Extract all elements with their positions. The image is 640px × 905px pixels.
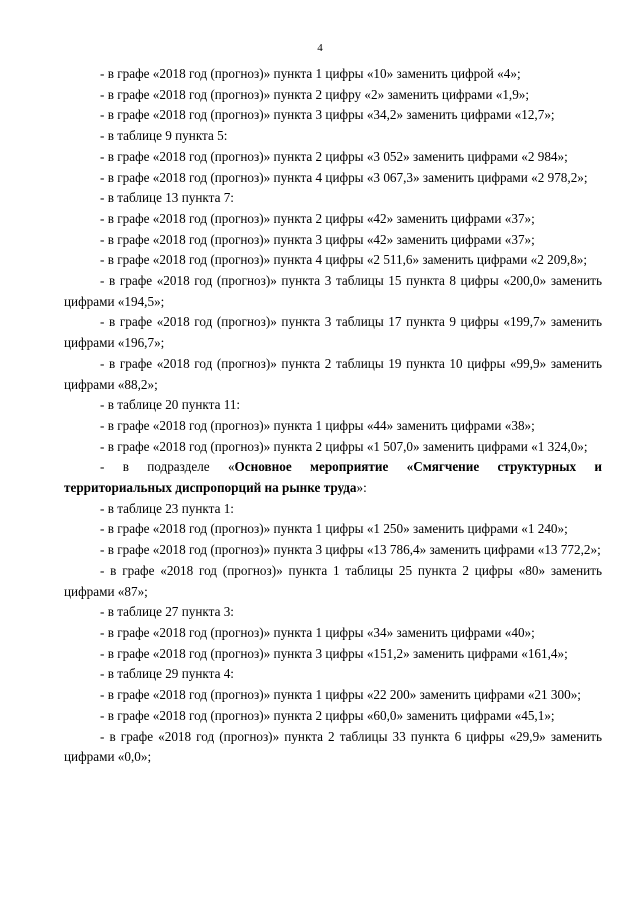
amendment-paragraph: - в графе «2018 год (прогноз)» пункта 2 цифры «60,0» заменить цифрами «45,1»; — [100, 707, 555, 723]
amendment-paragraph: - в графе «2018 год (прогноз)» пункта 4 цифры «3 067,3» заменить цифрами «2 978,2»; — [100, 169, 588, 185]
table-reference-paragraph: - в таблице 9 пункта 5: — [100, 128, 228, 144]
amendment-paragraph: - в графе «2018 год (прогноз)» пункта 1 цифры «10» заменить цифрой «4»; — [100, 66, 521, 81]
subsection-title: Основное мероприятие «Смягчение структурных и территориальных диспропорций на рынке труда — [64, 459, 603, 496]
amendment-paragraph: - в графе «2018 год (прогноз)» пункта 2 таблицы 19 пункта 10 цифры «99,9» заменить цифрами «88,2»; — [64, 355, 602, 392]
amendment-paragraph: - в графе «2018 год (прогноз)» пункта 1 цифры «1 250» заменить цифрами «1 240»; — [100, 521, 568, 537]
table-reference-paragraph: - в таблице 13 пункта 7: — [100, 190, 234, 206]
subsection-prefix: - в подразделе « — [100, 459, 235, 475]
amendment-paragraph: - в графе «2018 год (прогноз)» пункта 2 цифры «42» заменить цифрами «37»; — [100, 210, 535, 226]
amendment-paragraph: - в графе «2018 год (прогноз)» пункта 3 таблицы 17 пункта 9 цифры «199,7» заменить цифрами «196,7»; — [64, 314, 602, 351]
table-reference-paragraph: - в таблице 29 пункта 4: — [100, 666, 234, 682]
amendment-paragraph: - в графе «2018 год (прогноз)» пункта 1 цифры «44» заменить цифрами «38»; — [100, 417, 535, 433]
amendment-paragraph: - в графе «2018 год (прогноз)» пункта 3 цифры «13 786,4» заменить цифрами «13 772,2»; — [100, 542, 601, 558]
table-reference-paragraph: - в таблице 20 пункта 11: — [100, 397, 241, 413]
amendment-paragraph: - в графе «2018 год (прогноз)» пункта 1 таблицы 25 пункта 2 цифры «80» заменить цифрами «87»; — [64, 562, 602, 599]
amendment-paragraph: - в графе «2018 год (прогноз)» пункта 2 цифры «1 507,0» заменить цифрами «1 324,0»; — [100, 438, 588, 454]
amendment-paragraph: - в графе «2018 год (прогноз)» пункта 3 цифры «34,2» заменить цифрами «12,7»; — [100, 107, 555, 123]
amendment-paragraph: - в графе «2018 год (прогноз)» пункта 3 цифры «151,2» заменить цифрами «161,4»; — [100, 645, 568, 661]
subsection-suffix: »: — [356, 480, 367, 496]
document-body — [64, 64, 602, 768]
amendment-paragraph: - в графе «2018 год (прогноз)» пункта 2 цифры «3 052» заменить цифрами «2 984»; — [100, 148, 568, 164]
amendment-paragraph: - в графе «2018 год (прогноз)» пункта 3 таблицы 15 пункта 8 цифры «200,0» заменить цифрами «194,5»; — [64, 273, 602, 309]
table-reference-paragraph: - в таблице 23 пункта 1: — [100, 500, 234, 516]
amendment-paragraph: - в графе «2018 год (прогноз)» пункта 3 цифры «42» заменить цифрами «37»; — [100, 231, 535, 247]
amendment-paragraph: - в графе «2018 год (прогноз)» пункта 4 цифры «2 511,6» заменить цифрами «2 209,8»; — [100, 252, 588, 268]
subsection-paragraph — [64, 457, 602, 498]
amendment-paragraph: - в графе «2018 год (прогноз)» пункта 2 цифру «2» заменить цифрами «1,9»; — [100, 86, 530, 102]
table-reference-paragraph: - в таблице 27 пункта 3: — [100, 604, 234, 620]
page-number: 4 — [317, 42, 323, 54]
amendment-paragraph: - в графе «2018 год (прогноз)» пункта 1 цифры «22 200» заменить цифрами «21 300»; — [100, 687, 581, 703]
amendment-paragraph: - в графе «2018 год (прогноз)» пункта 2 таблицы 33 пункта 6 цифры «29,9» заменить цифрами «0,0»; — [64, 728, 602, 765]
amendment-paragraph: - в графе «2018 год (прогноз)» пункта 1 цифры «34» заменить цифрами «40»; — [100, 624, 535, 640]
